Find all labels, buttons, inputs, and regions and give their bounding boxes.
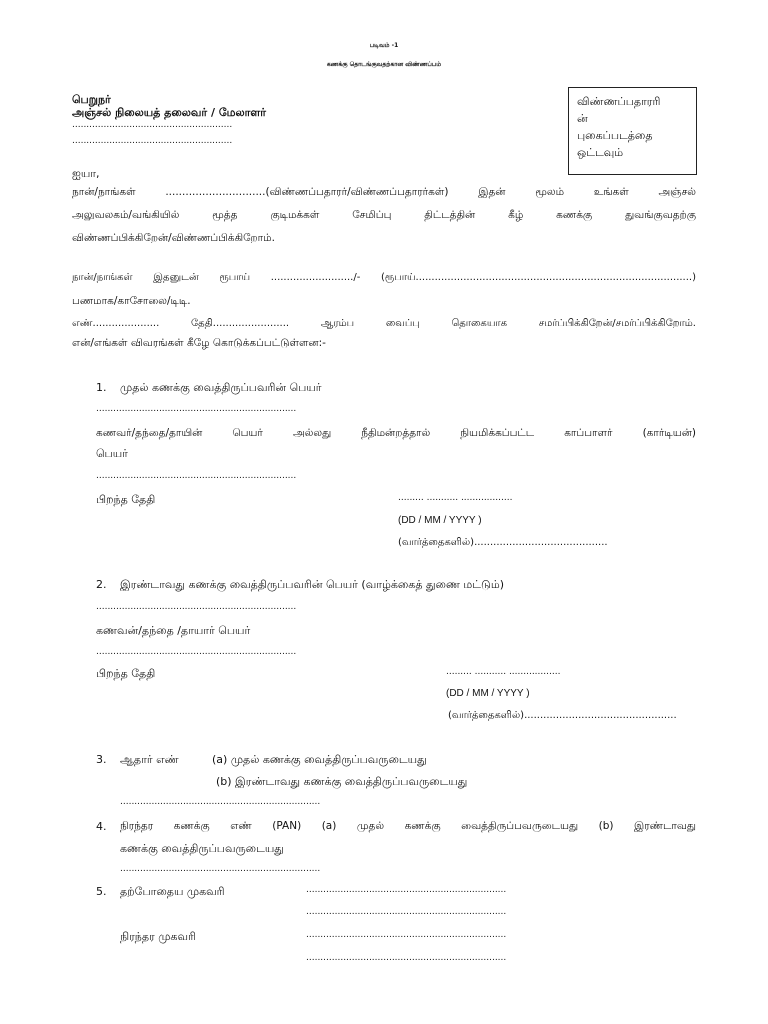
item-4-line-2: கணக்கு வைத்திருப்பவருடையது <box>120 842 284 855</box>
item-1-label: முதல் கணக்கு வைத்திருப்பவரின் பெயர் <box>120 381 322 394</box>
item-5-permanent-address-label: நிரந்தர முகவரி <box>120 930 196 943</box>
addressee-designation: அஞ்சல் நிலையத் தலைவர் / மேலாளர் <box>72 106 267 119</box>
item-3-blank: ...................................................................... <box>120 797 321 807</box>
item-2-parent-blank: ...................................................................... <box>96 647 297 657</box>
para1-line-2: அலுவலகம்/வங்கியில் மூத்த குடிமக்கள் சேமிப்பு திட்டத்தின் கீழ் கணக்கு துவங்குவதற்கு <box>72 209 696 221</box>
item-1-name-blank: ...................................................................... <box>96 404 297 414</box>
item-1-guardian-line-2: பெயர் <box>96 447 128 460</box>
item-2-dob-format: (DD / MM / YYYY ) <box>446 688 530 699</box>
addressee-line-1: ........................................................ <box>72 120 233 130</box>
item-1-dob-words: (வார்த்தைகளில்).......................................... <box>398 537 608 548</box>
item-5-permanent-address-blank-1: ...................................................................... <box>306 930 507 940</box>
photo-box-line-3: புகைப்படத்தை <box>577 129 653 142</box>
item-1-number: 1. <box>96 381 107 394</box>
para2-line-2: பணமாக/காசோலை/டிடி. <box>72 295 191 307</box>
form-title: கணக்கு தொடங்குவதற்கான விண்ணப்பம் <box>326 61 442 68</box>
item-2-parent-label: கணவன்/தந்தை /தாயார் பெயர் <box>96 624 251 637</box>
item-5-current-address-blank-1: ...................................................................... <box>306 885 507 895</box>
item-3-label: ஆதார் எண் <box>120 753 179 766</box>
form-number: படிவம் -1 <box>369 42 399 49</box>
item-2-name-blank: ...................................................................... <box>96 602 297 612</box>
item-3-option-b: (b) இரண்டாவது கணக்கு வைத்திருப்பவருடையது <box>216 775 468 788</box>
item-4-blank: ...................................................................... <box>120 864 321 874</box>
para1-line-3: விண்ணப்பிக்கிறேன்/விண்ணப்பிக்கிறோம். <box>72 232 275 244</box>
item-5-current-address-label: தற்போதைய முகவரி <box>120 885 225 898</box>
para2-line-1: நான்/நாங்கள் இதனுடன் ரூபாய் ........................../- (ரூபாய்.......................................................................................) <box>72 272 696 283</box>
item-1-guardian-blank: ...................................................................... <box>96 471 297 481</box>
item-1-dob-blank: ......... ........... .................. <box>398 493 513 503</box>
item-3-number: 3. <box>96 753 107 766</box>
para2-line-4: என்/எங்கள் விவரங்கள் கீழே கொடுக்கப்பட்டுள்ளன:- <box>72 337 326 349</box>
item-4-line-1: நிரந்தர கணக்கு எண் (PAN) (a) முதல் கணக்கு வைத்திருப்பவருடையது (b) இரண்டாவது <box>120 820 696 832</box>
item-2-dob-label: பிறந்த தேதி <box>96 667 156 680</box>
item-3-option-a: (a) முதல் கணக்கு வைத்திருப்பவருடையது <box>212 753 427 766</box>
photo-paste-box <box>568 87 697 175</box>
item-2-number: 2. <box>96 578 107 591</box>
para1-line-1: நான்/நாங்கள் ..............................(விண்ணப்பதாரர்/விண்ணப்பதாரர்கள்) இதன் மூலம் உங்கள் அஞ்சல் <box>72 186 696 198</box>
salutation: ஐயா, <box>72 167 100 180</box>
item-2-dob-words: (வார்த்தைகளில்)................................................ <box>448 710 677 721</box>
item-2-label: இரண்டாவது கணக்கு வைத்திருப்பவரின் பெயர் (வாழ்க்கைத் துணை மட்டும்) <box>120 578 505 591</box>
para2-line-3: எண்..................... தேதி........................ ஆரம்ப வைப்பு தொகையாக சமர்ப்பிக்கிறேன்/சமர்ப்பிக்கிறோம். <box>72 318 696 329</box>
photo-box-line-4: ஒட்டவும் <box>577 146 624 159</box>
photo-box-line-1: விண்ணப்பதாரரி <box>577 95 661 108</box>
item-1-guardian-line-1: கணவர்/தந்தை/தாயின் பெயர் அல்லது நீதிமன்றத்தால் நியமிக்கப்பட்ட காப்பாளர் (கார்டியன்) <box>96 427 696 439</box>
item-2-dob-blank: ......... ........... .................. <box>446 667 561 677</box>
item-1-dob-label: பிறந்த தேதி <box>96 493 156 506</box>
addressee-line-2: ........................................................ <box>72 136 233 146</box>
photo-box-line-2: ன் <box>577 112 588 125</box>
item-5-permanent-address-blank-2: ...................................................................... <box>306 953 507 963</box>
item-4-number: 4. <box>96 820 107 833</box>
item-5-number: 5. <box>96 885 107 898</box>
addressee-to: பெறுநர் <box>72 93 111 106</box>
item-1-dob-format: (DD / MM / YYYY ) <box>398 515 482 526</box>
item-5-current-address-blank-2: ...................................................................... <box>306 907 507 917</box>
